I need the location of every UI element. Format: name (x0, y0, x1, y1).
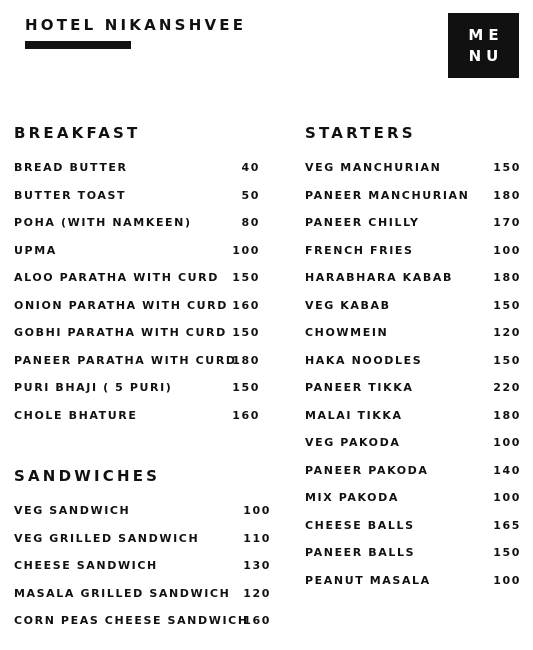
menu-item (14, 614, 271, 642)
section-title-sandwiches: SANDWICHES (14, 467, 161, 485)
section-title-breakfast: BREAKFAST (14, 124, 141, 142)
menu-item-price: 170 (493, 216, 521, 229)
menu-item-price: 100 (243, 504, 271, 517)
menu-item (14, 587, 271, 615)
menu-item (305, 464, 521, 492)
section-title-starters: STARTERS (305, 124, 416, 142)
menu-item-name: PEANUT MASALA (305, 573, 431, 587)
section-starters (305, 123, 521, 601)
menu-item-name: VEG KABAB (305, 298, 391, 312)
sandwiches-item-list (14, 504, 271, 642)
menu-item-name: PANEER BALLS (305, 546, 416, 559)
menu-item (305, 161, 521, 189)
menu-item (14, 409, 260, 437)
menu-item (305, 381, 521, 409)
menu-item-name: CHEESE BALLS (305, 518, 415, 532)
menu-item-price: 160 (232, 408, 260, 422)
menu-item-price: 120 (493, 326, 521, 339)
menu-item (14, 326, 260, 354)
menu-item-price: 80 (241, 216, 260, 229)
menu-item (14, 504, 271, 532)
menu-item (305, 409, 521, 437)
menu-item-price: 150 (232, 326, 260, 339)
menu-item (305, 519, 521, 547)
menu-item-name: UPMA (14, 243, 57, 257)
menu-item (14, 381, 260, 409)
menu-item-name: GOBHI PARATHA WITH CURD (14, 326, 227, 339)
menu-item (305, 546, 521, 574)
menu-item-price: 100 (232, 243, 260, 257)
menu-item (14, 244, 260, 272)
menu-item-name: HARABHARA KABAB (305, 271, 453, 284)
menu-item-price: 165 (493, 518, 521, 532)
menu-item-price: 150 (493, 353, 521, 367)
menu-item (305, 244, 521, 272)
menu-item-name: CHOLE BHATURE (14, 408, 138, 422)
menu-item-name: PANEER PARATHA WITH CURD (14, 353, 237, 367)
menu-item-price: 180 (493, 408, 521, 422)
menu-item (14, 271, 260, 299)
menu-item-price: 220 (493, 381, 521, 394)
menu-item-price: 100 (493, 436, 521, 449)
menu-item (305, 436, 521, 464)
menu-item (14, 299, 260, 327)
menu-item-name: POHA (WITH NAMKEEN) (14, 216, 192, 229)
menu-item (14, 559, 271, 587)
menu-item-name: VEG MANCHURIAN (305, 161, 442, 174)
menu-item (305, 189, 521, 217)
menu-item (14, 532, 271, 560)
breakfast-item-list (14, 161, 260, 436)
hotel-name: HOTEL NIKANSHVEE (25, 16, 247, 34)
menu-item-price: 110 (243, 531, 271, 545)
menu-item-name: CHOWMEIN (305, 326, 389, 339)
title-underline-bar (25, 41, 131, 49)
menu-item-price: 50 (241, 188, 260, 202)
menu-item (305, 326, 521, 354)
menu-item-name: ALOO PARATHA WITH CURD (14, 271, 219, 284)
menu-item-name: CHEESE SANDWICH (14, 559, 158, 572)
menu-item-name: VEG PAKODA (305, 436, 401, 449)
menu-item-price: 40 (241, 161, 260, 174)
menu-item (14, 216, 260, 244)
menu-item-price: 130 (243, 559, 271, 572)
menu-item-price: 160 (243, 614, 271, 627)
menu-item (305, 271, 521, 299)
menu-item (305, 216, 521, 244)
menu-item-price: 120 (243, 586, 271, 600)
section-breakfast (14, 123, 260, 436)
menu-item-name: MALAI TIKKA (305, 408, 403, 422)
menu-item-price: 150 (493, 298, 521, 312)
menu-badge-line1: ME (468, 25, 504, 44)
menu-item-name: MIX PAKODA (305, 491, 399, 504)
menu-item-price: 100 (493, 573, 521, 587)
starters-item-list (305, 161, 521, 601)
menu-item-name: BUTTER TOAST (14, 188, 127, 202)
menu-item-name: CORN PEAS CHEESE SANDWICH (14, 614, 249, 627)
menu-item (305, 491, 521, 519)
menu-item-price: 160 (232, 298, 260, 312)
menu-item-price: 150 (493, 161, 521, 174)
menu-item (14, 354, 260, 382)
menu-item-price: 150 (232, 381, 260, 394)
menu-item-name: VEG GRILLED SANDWICH (14, 531, 200, 545)
menu-item-name: PANEER MANCHURIAN (305, 188, 470, 202)
menu-item-name: PANEER CHILLY (305, 216, 420, 229)
menu-item (305, 354, 521, 382)
menu-badge-line2: NU (468, 46, 504, 65)
section-sandwiches (14, 466, 271, 642)
menu-item-price: 180 (493, 271, 521, 284)
menu-item-name: PANEER PAKODA (305, 463, 429, 477)
menu-item (14, 189, 260, 217)
menu-item-name: ONION PARATHA WITH CURD (14, 298, 228, 312)
menu-item-price: 150 (232, 271, 260, 284)
menu-item-price: 180 (493, 188, 521, 202)
menu-item-price: 150 (493, 546, 521, 559)
menu-item-name: VEG SANDWICH (14, 504, 131, 517)
menu-item-price: 180 (232, 353, 260, 367)
menu-item-name: FRENCH FRIES (305, 243, 414, 257)
menu-item (305, 574, 521, 602)
menu-item-price: 100 (493, 243, 521, 257)
menu-item-name: PANEER TIKKA (305, 381, 414, 394)
menu-item-price: 100 (493, 491, 521, 504)
menu-item-name: MASALA GRILLED SANDWICH (14, 586, 231, 600)
menu-item-name: PURI BHAJI ( 5 PURI) (14, 381, 173, 394)
menu-item-price: 140 (493, 463, 521, 477)
menu-item-name: HAKA NOODLES (305, 353, 423, 367)
menu-item-name: BREAD BUTTER (14, 161, 128, 174)
menu-badge (448, 13, 519, 78)
menu-item (14, 161, 260, 189)
menu-item (305, 299, 521, 327)
